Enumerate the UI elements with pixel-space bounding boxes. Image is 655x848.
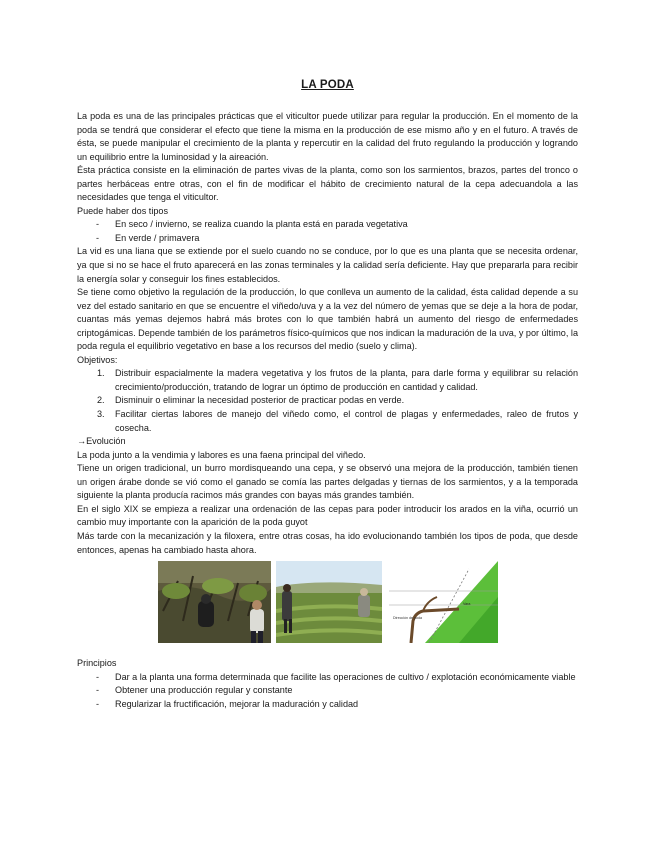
- paragraph-mecanizacion: Más tarde con la mecanización y la filoxera, entre otras cosas, ha ido evolucionando también los tipos de poda, que desde entonces, apenas ha cambiado hasta ahora.: [77, 530, 578, 555]
- list-item: - En verde / primavera: [77, 232, 578, 246]
- vineyard-pruning-photo: [158, 561, 271, 643]
- list-item: - En seco / invierno, se realiza cuando la planta está en parada vegetativa: [77, 218, 578, 232]
- vineyard-field-photo: [276, 561, 382, 643]
- paragraph-objetivo: Se tiene como objetivo la regulación de la producción, lo que conlleva un aumento de la calidad, ésta calidad depende a su vez del estado sanitario en que se encuentre el viñedo/uva y a la vez del número de yemas que se deje a la hora de podar, cuantas más yemas dejemos habrá más brotes con lo que también habrá un aumento del riesgo de enfermedades criptogámicas. Depende también de los parámetros físico-químicos que nos indican la maduración de la uva, y por último, la poda regula el equilibrio vegetativo en base a los recursos del medio (suelo y clima).: [77, 287, 578, 352]
- list-number: 1.: [97, 368, 105, 379]
- list-item: - Regularizar la fructificación, mejorar la maduración y calidad: [77, 698, 578, 712]
- principios-heading: Principios: [77, 658, 117, 669]
- paragraph-tipos-intro: Puede haber dos tipos: [77, 205, 169, 216]
- list-item: - Obtener una producción regular y constante: [77, 684, 578, 698]
- document-body: [77, 110, 578, 711]
- paragraph-definition: Ésta práctica consiste en la eliminación de partes vivas de la planta, como son los sarmientos, brazos, partes del tronco o partes herbáceas entre otras, con el fin de modificar el hábito de crecimiento natural de la cepa adecuandola a las necesidades que tenga el viticultor.: [77, 165, 578, 203]
- paragraph-intro: La poda es una de las principales prácticas que el viticultor puede utilizar para regular la producción. En el momento de la poda se tendrá que considerar el efecto que tiene la misma en la producción de ese mismo año y en el futuro. A través de ésta, se puede manipular el crecimiento de la planta y repercutir en la calidad del fruto regulando la producción y logrando un equilibrio entre la luminosidad y la aireación.: [77, 111, 578, 162]
- paragraph-faena: La poda junto a la vendimia y labores es una faena principal del viñedo.: [77, 449, 366, 460]
- paragraph-vid: La vid es una liana que se extiende por el suelo cuando no se conduce, por lo que es una planta que se necesita ordenar, ya que si no se hace el fruto aparecerá en las zonas terminales y la calidad sería deficiente. Hay que prepararla para recibir la energía solar y conseguir los fines establecidos.: [77, 246, 578, 284]
- guyot-pruning-diagram: [389, 561, 498, 643]
- paragraph-siglo-xix: En el siglo XIX se empieza a realizar una ordenación de las cepas para poder introducir los arados en la viña, ocurrió un cambio muy importante con la aparición de la poda guyot: [77, 503, 578, 528]
- page-title: LA PODA: [301, 79, 354, 91]
- diagram-label-vara: Vara: [463, 602, 471, 607]
- list-item: [77, 367, 578, 394]
- objetivos-heading: Objetivos:: [77, 354, 118, 365]
- diagram-label-direccion: Dirección de poda: [393, 616, 422, 621]
- list-text: Disminuir o eliminar la necesidad posterior de practicar podas en verde.: [115, 395, 405, 406]
- evolucion-heading: →Evolución: [77, 436, 126, 447]
- image-strip: [77, 561, 578, 647]
- list-text: Distribuir espacialmente la madera vegetativa y los frutos de la planta, para darle forma y equilibrar su relación crecimiento/producción, tratando de lograr un óptimo de producción en cantidad y calidad.: [115, 368, 578, 392]
- objetivos-list: [77, 367, 578, 435]
- list-number: 3.: [97, 409, 105, 420]
- principios-list: [77, 671, 578, 712]
- list-item: [77, 408, 578, 435]
- paragraph-origen: Tiene un origen tradicional, un burro mordisqueando una cepa, y se observó una mejora de la producción, también tienen un origen árabe donde se vió como el ganado se comía las partes delgadas y tiernas de los sarmientos, y a la temporada siguiente la planta producía racimos más grandes con bayas más grandes también.: [77, 463, 578, 501]
- tipos-list: [77, 218, 578, 245]
- list-item: [77, 394, 578, 408]
- list-number: 2.: [97, 395, 105, 406]
- list-text: Facilitar ciertas labores de manejo del viñedo como, el control de plagas y enfermedades, raleo de frutos y cosecha.: [115, 409, 578, 433]
- list-item: - Dar a la planta una forma determinada que facilite las operaciones de cultivo / explotación económicamente viable: [77, 671, 578, 685]
